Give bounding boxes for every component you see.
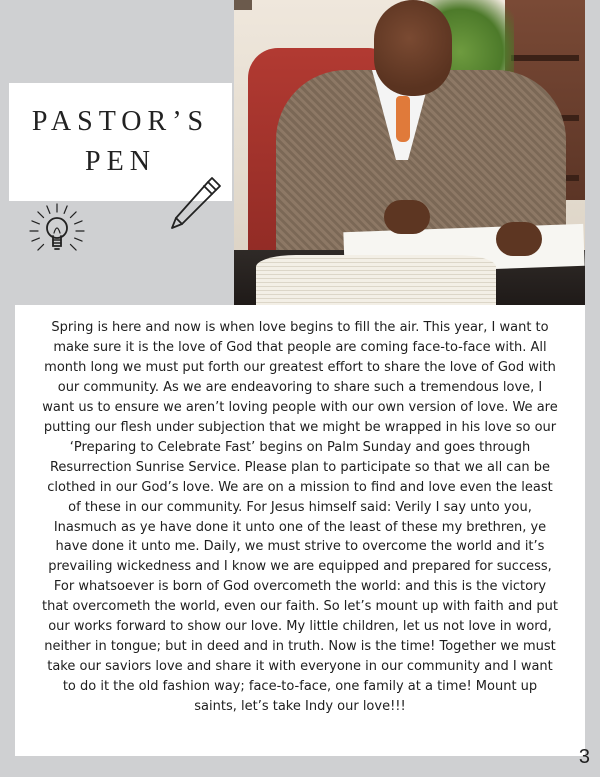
open-bible bbox=[256, 255, 496, 305]
article-panel bbox=[15, 305, 585, 756]
pen-icon bbox=[164, 174, 222, 234]
lightbulb-icon bbox=[27, 201, 87, 263]
page-title-line2: PEN bbox=[85, 146, 156, 177]
writing-hand bbox=[384, 200, 430, 234]
page-title-line1: PASTOR’S bbox=[31, 106, 210, 137]
pastor-photo bbox=[234, 0, 585, 305]
article-body: Spring is here and now is when love begins to fill the air. This year, I want to make sure it is the love of God that people are coming face-to-face with. All month long we must put forth our greatest effort to share the love of God with our community. As we are endeavoring to share such a tremendous love, I want us to ensure we aren’t loving people with our own version of love. We are putting our flesh under subjection that we might be wrapped in his love so our ‘Preparing to Celebrate Fast’ begins on Palm Sunday and goes through Resurrection Sunrise Service. Please plan to participate so that we all can be clothed in our God’s love. We are on a mission to find and love even the least of these in our community. For Jesus himself said: Verily I say unto you, Inasmuch as ye have done it unto one of the least of these my brethren, ye have done it unto me. Daily, we must strive to overcome the world and it’s prevailing wickedness and I know we are equipped and prepared for success, For whatsoever is born of God overcometh the world: and this is the victory that overcometh the world, even our faith. So let’s mount up with faith and put our works forward to show our love. My little children, let us not love in word, neither in tongue; but in deed and in truth. Now is the time! Together we must take our saviors love and share it with everyone in our community and I want to do it the old fashion way; face-to-face, one family at a time! Mount up saints, let’s take Indy our love!!! bbox=[41, 320, 559, 715]
tie bbox=[396, 96, 410, 142]
page-number: 3 bbox=[578, 746, 590, 768]
wall-frame bbox=[234, 0, 252, 10]
resting-hand bbox=[496, 222, 542, 256]
head bbox=[374, 0, 452, 96]
